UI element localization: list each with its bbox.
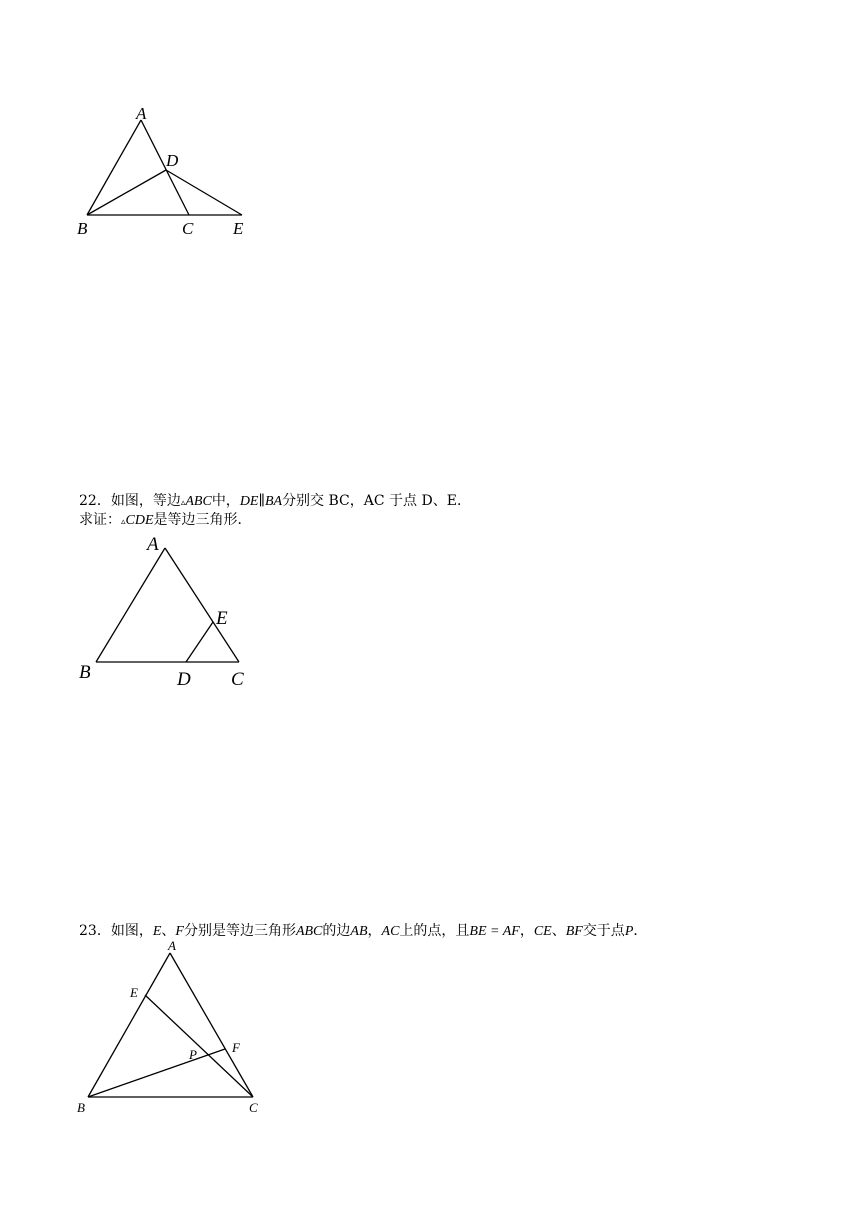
problem-23-end: ．	[633, 923, 648, 939]
label-a: A	[168, 938, 176, 953]
label-c: C	[249, 1100, 258, 1115]
point-e-label: E	[152, 924, 162, 939]
triangle-name: ABC	[185, 494, 212, 509]
problem-22-text-1: 如图，等边	[110, 493, 181, 509]
label-f: F	[232, 1040, 240, 1055]
label-e: E	[216, 608, 228, 629]
problem-23-text-4: 上的点，且	[399, 923, 470, 939]
comma-2: ，	[519, 923, 534, 939]
label-e: E	[233, 219, 244, 238]
label-a: A	[136, 104, 147, 123]
segment-ab	[88, 953, 170, 1097]
separator-2: 、	[551, 923, 566, 939]
side-ac-label: AC	[381, 924, 400, 939]
label-c: C	[231, 669, 244, 690]
label-d: D	[166, 151, 179, 170]
segment-ce-label: CE	[533, 924, 552, 939]
prove-text: 是等边三角形．	[153, 512, 252, 528]
segment-ac	[165, 548, 239, 662]
label-a: A	[147, 534, 159, 555]
figure-problem-22	[70, 530, 260, 695]
separator-1: 、	[161, 923, 176, 939]
problem-23-text-3: 的边	[322, 923, 351, 939]
problem-22-statement	[79, 492, 471, 513]
problem-22-number: 22．	[79, 493, 111, 509]
problem-23-number: 23．	[79, 923, 111, 939]
prove-label: 求证：	[79, 512, 121, 528]
label-b: B	[79, 662, 91, 683]
problem-23-text-1: 如图，	[110, 923, 153, 939]
equation-be-af: BE = AF	[469, 924, 520, 939]
figure-triangle-abde	[70, 100, 270, 245]
segment-de-label: DE	[239, 494, 259, 509]
segment-bf	[88, 1049, 225, 1097]
label-e: E	[130, 985, 138, 1000]
problem-22-text-2: 中，	[211, 493, 240, 509]
triangle-name: ABC	[295, 924, 323, 939]
label-c: C	[182, 219, 194, 238]
figure-problem-22-svg	[70, 530, 260, 695]
segment-ac	[141, 120, 189, 215]
label-b: B	[77, 219, 88, 238]
segment-de	[186, 622, 213, 662]
point-p-label: P	[624, 924, 634, 939]
label-b: B	[77, 1100, 85, 1115]
problem-22-prove	[79, 511, 252, 532]
figure-problem-23-svg	[70, 935, 285, 1120]
segment-ab	[87, 120, 141, 215]
side-ab-label: AB	[350, 924, 368, 939]
problem-22-text-3: 分别交 BC，AC 于点 D、E．	[282, 493, 471, 509]
label-d: D	[177, 669, 191, 690]
segment-ab	[96, 548, 165, 662]
segment-bd	[87, 170, 166, 215]
figure-problem-23	[70, 935, 285, 1120]
label-p: P	[189, 1047, 197, 1062]
parallel-symbol: ∥	[258, 493, 265, 509]
prove-triangle-symbol: ▵	[121, 517, 126, 527]
segment-ba-label: BA	[264, 494, 283, 509]
prove-triangle-name: CDE	[125, 513, 154, 528]
segment-bf-label: BF	[565, 924, 583, 939]
point-f-label: F	[175, 924, 184, 939]
problem-23-text-5: 交于点	[582, 923, 625, 939]
problem-23-text-2: 分别是等边三角形	[183, 923, 296, 939]
comma-1: ，	[367, 923, 382, 939]
triangle-symbol: ▵	[180, 498, 186, 508]
figure-triangle-abde-svg	[70, 100, 270, 245]
segment-ac	[170, 953, 253, 1097]
